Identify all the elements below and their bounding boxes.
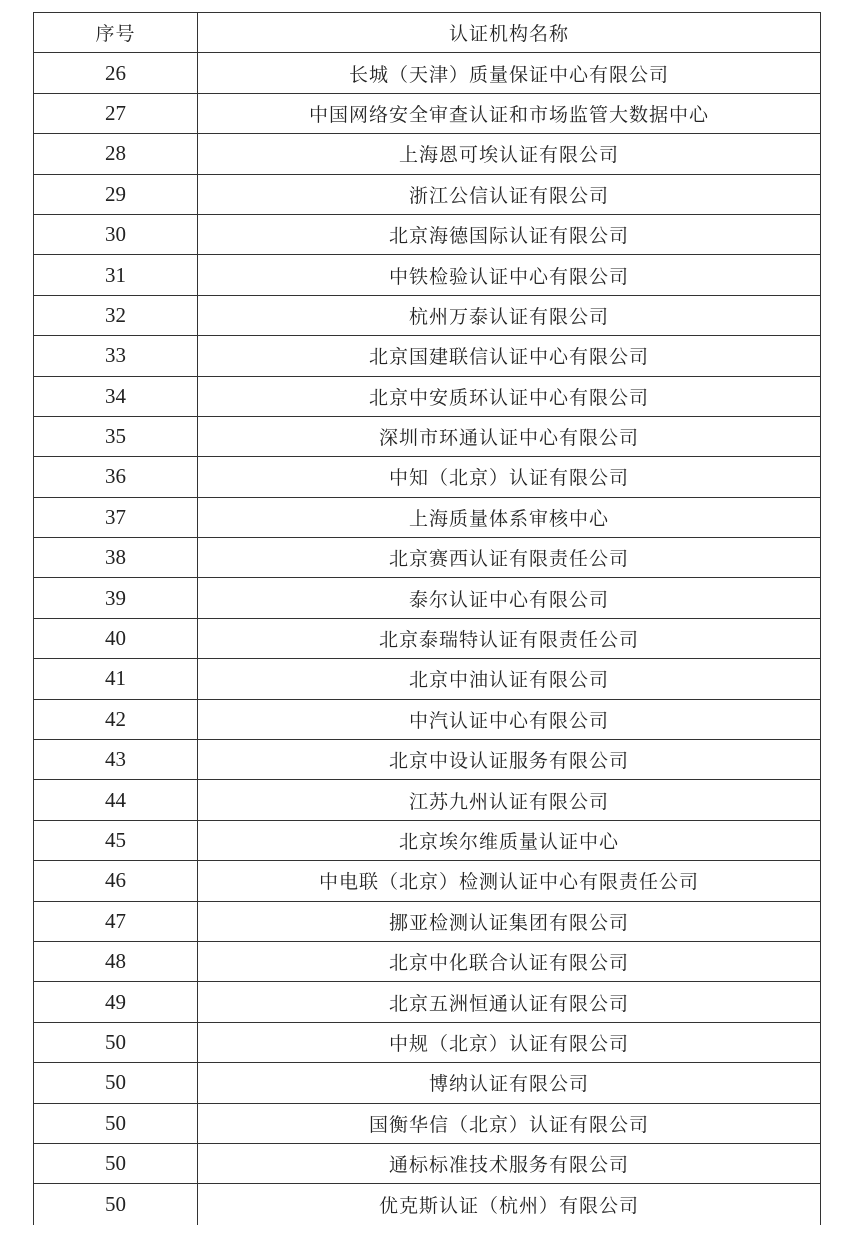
table-row [34,376,821,416]
table-row [34,538,821,578]
table-row [34,901,821,941]
table-row [34,982,821,1022]
row-index-cell: 32 [34,295,198,335]
table-row [34,93,821,133]
row-name-cell: 北京中油认证有限公司 [198,659,821,699]
row-index-cell: 48 [34,941,198,981]
row-name-cell: 中知（北京）认证有限公司 [198,457,821,497]
row-name-cell: 上海质量体系审核中心 [198,497,821,537]
row-index-cell: 45 [34,820,198,860]
table-row [34,941,821,981]
row-index-cell: 41 [34,659,198,699]
row-index-cell: 43 [34,740,198,780]
row-name-cell: 中铁检验认证中心有限公司 [198,255,821,295]
table-row [34,214,821,254]
table-row [34,578,821,618]
row-index-cell: 33 [34,336,198,376]
row-name-cell: 国衡华信（北京）认证有限公司 [198,1103,821,1143]
row-index-cell: 49 [34,982,198,1022]
row-name-cell: 上海恩可埃认证有限公司 [198,134,821,174]
table-row [34,1184,821,1224]
row-index-cell: 50 [34,1103,198,1143]
row-index-cell: 50 [34,1022,198,1062]
table-row [34,740,821,780]
row-name-cell: 北京泰瑞特认证有限责任公司 [198,618,821,658]
row-name-cell: 北京中化联合认证有限公司 [198,941,821,981]
table-row [34,416,821,456]
table-row [34,1022,821,1062]
row-index-cell: 50 [34,1184,198,1224]
row-name-cell: 北京中安质环认证中心有限公司 [198,376,821,416]
row-index-cell: 36 [34,457,198,497]
table-header-row [34,13,821,53]
row-index-cell: 35 [34,416,198,456]
table-row [34,53,821,93]
row-index-cell: 26 [34,53,198,93]
row-name-cell: 浙江公信认证有限公司 [198,174,821,214]
row-name-cell: 江苏九州认证有限公司 [198,780,821,820]
row-name-cell: 杭州万泰认证有限公司 [198,295,821,335]
table-row [34,134,821,174]
row-index-cell: 34 [34,376,198,416]
row-name-cell: 北京五洲恒通认证有限公司 [198,982,821,1022]
table-row [34,255,821,295]
row-name-cell: 挪亚检测认证集团有限公司 [198,901,821,941]
row-name-cell: 泰尔认证中心有限公司 [198,578,821,618]
table-row [34,618,821,658]
table-row [34,861,821,901]
row-index-cell: 27 [34,93,198,133]
table-row [34,497,821,537]
row-name-cell: 长城（天津）质量保证中心有限公司 [198,53,821,93]
table-row [34,780,821,820]
row-index-cell: 42 [34,699,198,739]
row-index-cell: 44 [34,780,198,820]
row-name-cell: 深圳市环通认证中心有限公司 [198,416,821,456]
row-name-cell: 博纳认证有限公司 [198,1063,821,1103]
row-name-cell: 北京国建联信认证中心有限公司 [198,336,821,376]
row-index-cell: 28 [34,134,198,174]
table-row [34,1063,821,1103]
table-row [34,174,821,214]
row-index-cell: 37 [34,497,198,537]
row-index-cell: 40 [34,618,198,658]
row-name-cell: 通标标准技术服务有限公司 [198,1143,821,1183]
row-name-cell: 中电联（北京）检测认证中心有限责任公司 [198,861,821,901]
table-row [34,659,821,699]
table-row [34,699,821,739]
row-name-cell: 中汽认证中心有限公司 [198,699,821,739]
row-index-cell: 39 [34,578,198,618]
row-index-cell: 38 [34,538,198,578]
column-header-index: 序号 [34,13,198,53]
row-name-cell: 中国网络安全审查认证和市场监管大数据中心 [198,93,821,133]
row-name-cell: 优克斯认证（杭州）有限公司 [198,1184,821,1224]
row-name-cell: 北京埃尔维质量认证中心 [198,820,821,860]
row-index-cell: 30 [34,214,198,254]
row-index-cell: 50 [34,1063,198,1103]
certification-body-table-container [33,12,820,1225]
certification-body-table [33,12,821,1225]
row-index-cell: 31 [34,255,198,295]
column-header-name: 认证机构名称 [198,13,821,53]
table-row [34,336,821,376]
row-name-cell: 北京赛西认证有限责任公司 [198,538,821,578]
table-row [34,1143,821,1183]
row-index-cell: 47 [34,901,198,941]
row-name-cell: 中规（北京）认证有限公司 [198,1022,821,1062]
table-row [34,295,821,335]
table-row [34,820,821,860]
table-row [34,457,821,497]
row-index-cell: 46 [34,861,198,901]
row-index-cell: 50 [34,1143,198,1183]
table-row [34,1103,821,1143]
row-name-cell: 北京海德国际认证有限公司 [198,214,821,254]
row-index-cell: 29 [34,174,198,214]
row-name-cell: 北京中设认证服务有限公司 [198,740,821,780]
